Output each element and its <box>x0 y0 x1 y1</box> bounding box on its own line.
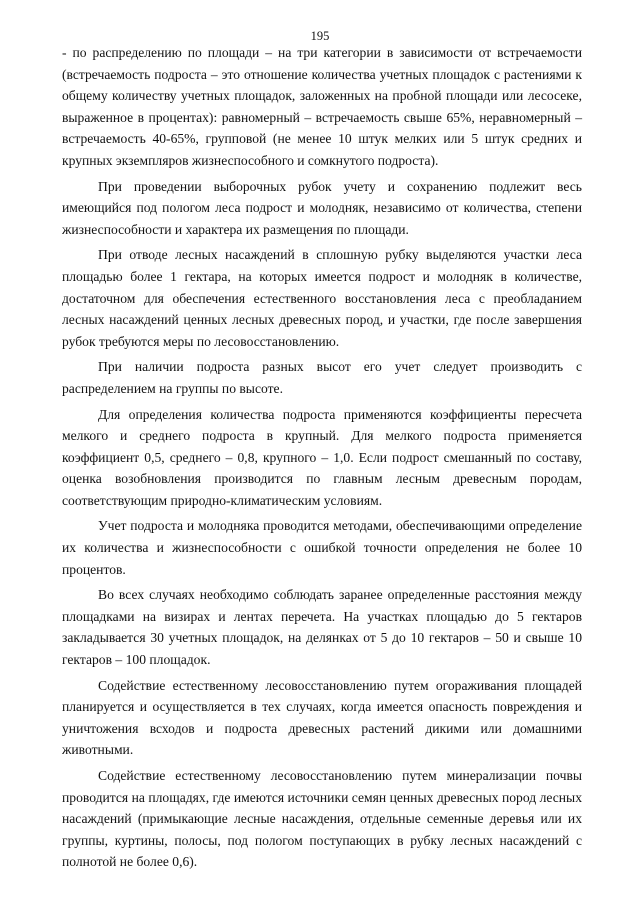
paragraph-distribution-categories: - по распределению по площади – на три категории в зависимости от встречаемости (встречаемость подроста – это отношение количества учетных площадок с растениями к общему количеству учетных площадок, заложенных на пробной площади или лесосеке, выраженное в процентах): равномерный – встречаемость свыше 65%, неравномерный – встречаемость 40-65%, групповой (не менее 10 штук мелких или 5 штук средних и крупных экземпляров жизнеспособного и сомкнутого подроста). <box>62 45 582 168</box>
paragraph-conversion-coefficients: Для определения количества подроста применяются коэффициенты пересчета мелкого и среднего подроста в крупный. Для мелкого подроста применяется коэффициент 0,5, среднего – 0,8, крупного – 1,0. Если подрост смешанный по составу, оценка возобновления производится по главным лесным древесным породам, соответствующим природно-климатическим условиям. <box>62 406 582 508</box>
paragraph-fencing: Содействие естественному лесовосстановлению путем огораживания площадей планируется и осуществляется в тех случаях, когда имеется опасность повреждения и уничтожения всходов и подроста древесных растений дикими или домашними животными. <box>62 677 582 758</box>
paragraph-accounting-methods: Учет подроста и молодняка проводится методами, обеспечивающими определение их количества и жизнеспособности с ошибкой точности определения не более 10 процентов. <box>62 518 582 577</box>
body-text <box>62 42 582 873</box>
paragraph-soil-mineralization: Содействие естественному лесовосстановлению путем минерализации почвы проводится на площадях, где имеются источники семян ценных древесных пород лесных насаждений (примыкающие лесные насаждения, отдельные семенные деревья или их группы, куртины, полосы, под пологом поступающих в рубку лесных насаждений с полнотой не более 0,6). <box>62 768 582 870</box>
paragraph-clear-cutting: При отводе лесных насаждений в сплошную рубку выделяются участки леса площадью более 1 гектара, на которых имеется подрост и молодняк в количестве, достаточном для обеспечения естественного восстановления леса с преобладанием лесных насаждений ценных лесных древесных пород, и участки, где после завершения рубок требуются меры по лесовосстановлению. <box>62 247 582 349</box>
page-number: 195 <box>310 29 330 43</box>
paragraph-plot-distances: Во всех случаях необходимо соблюдать заранее определенные расстояния между площадками на визирах и лентах перечета. На участках площадью до 5 гектаров закладывается 30 учетных площадок, на делянках от 5 до 10 гектаров – 50 и свыше 10 гектаров – 100 площадок. <box>62 587 582 668</box>
paragraph-selective-cutting: При проведении выборочных рубок учету и сохранению подлежит весь имеющийся под пологом леса подрост и молодняк, независимо от количества, степени жизнеспособности и характера их размещения по площади. <box>62 178 582 237</box>
paragraph-height-groups: При наличии подроста разных высот его учет следует производить с распределением на группы по высоте. <box>62 359 582 396</box>
